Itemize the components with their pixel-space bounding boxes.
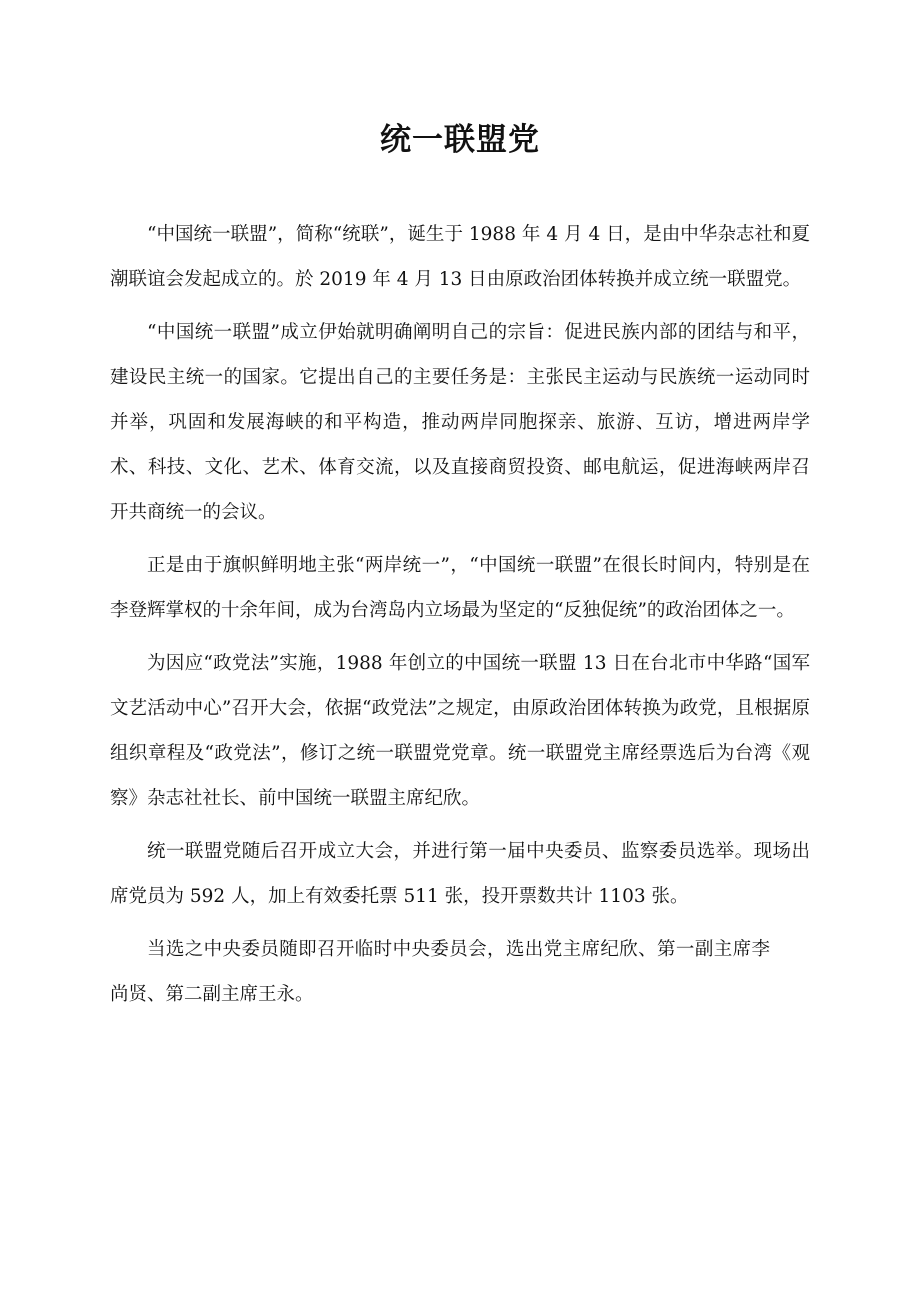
paragraph-4: 为因应“政党法”实施，1988 年创立的中国统一联盟 13 日在台北市中华路“国军文艺活动中心”召开大会，依据“政党法”之规定，由原政治团体转换为政党，且根据原组织章程及“政党法”，修订之统一联盟党党章。统一联盟党主席经票选后为台湾《观察》杂志社社长、前中国统一联盟主席纪欣。	[110, 653, 810, 809]
paragraph-2: “中国统一联盟”成立伊始就明确阐明自己的宗旨：促进民族内部的团结与和平，建设民主统一的国家。它提出自己的主要任务是：主张民主运动与民族统一运动同时并举，巩固和发展海峡的和平构造，推动两岸同胞探亲、旅游、互访，增进两岸学术、科技、文化、艺术、体育交流，以及直接商贸投资、邮电航运，促进海峡两岸召开共商统一的会议。	[110, 322, 810, 523]
document-title: 统一联盟党	[380, 122, 540, 158]
paragraph-6: 当选之中央委员随即召开临时中央委员会，选出党主席纪欣、第一副主席李尚贤、第二副主席王永。	[110, 939, 770, 1005]
paragraph-1: “中国统一联盟”，简称“统联”，诞生于 1988 年 4 月 4 日，是由中华杂志社和夏潮联谊会发起成立的。於 2019 年 4 月 13 日由原政治团体转换并成立统一联盟党。	[110, 224, 810, 290]
paragraph-5: 统一联盟党随后召开成立大会，并进行第一届中央委员、监察委员选举。现场出席党员为 592 人，加上有效委托票 511 张，投开票数共计 1103 张。	[110, 841, 810, 907]
document-body	[110, 212, 810, 1025]
paragraph-3: 正是由于旗帜鲜明地主张“两岸统一”，“中国统一联盟”在很长时间内，特别是在李登辉掌权的十余年间，成为台湾岛内立场最为坚定的“反独促统”的政治团体之一。	[110, 555, 810, 621]
